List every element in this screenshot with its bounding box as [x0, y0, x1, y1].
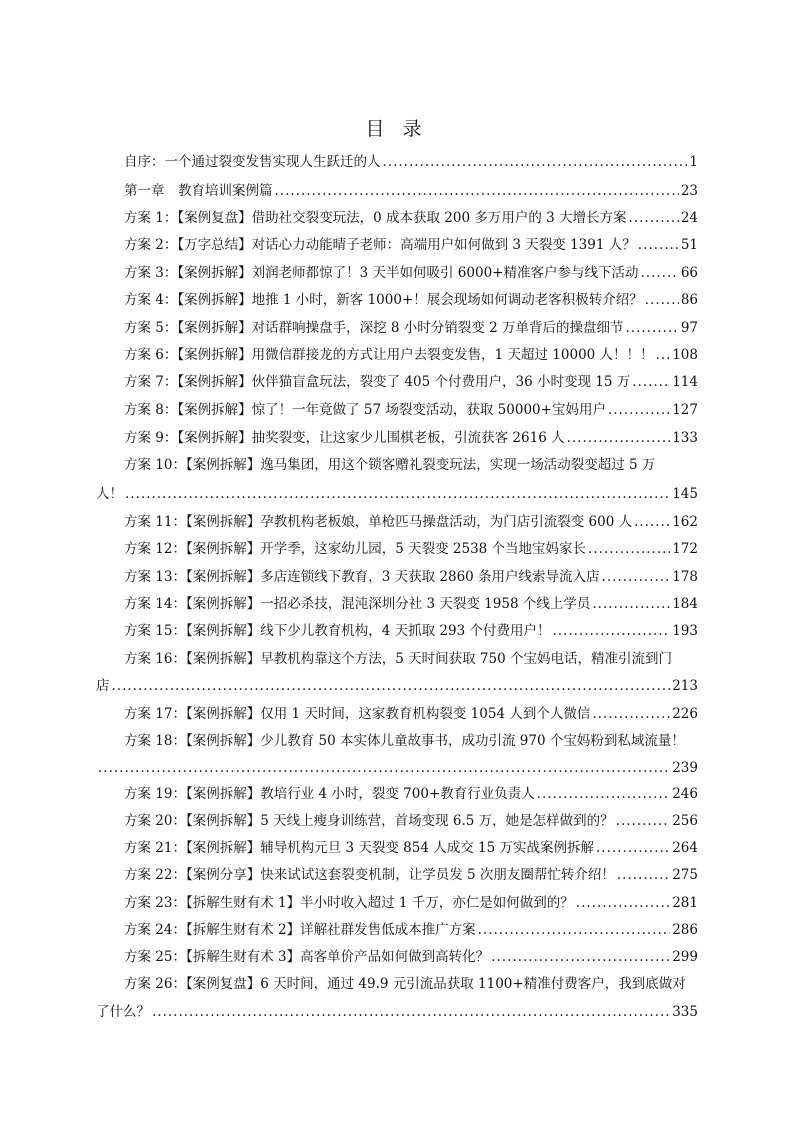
toc-page-number: 256	[672, 813, 698, 829]
dot-leader	[125, 485, 670, 503]
toc-entry-title: 方案 25：【拆解生财有术 3】高客单价产品如何做到高转化？	[124, 949, 490, 965]
toc-page-number: 114	[672, 374, 698, 390]
dot-leader	[608, 401, 670, 419]
toc-entry-title: 方案 9：【案例拆解】抽奖裂变，让这家少儿围棋老板，引流获客 2616 人	[124, 430, 565, 446]
dot-leader	[588, 540, 670, 558]
dot-leader	[656, 346, 671, 364]
dot-leader	[634, 513, 670, 531]
toc-entry-title: 自序：一个通过裂变发售实现人生跃迁的人	[124, 154, 381, 170]
toc-entry-title: 方案 18：【案例拆解】少儿教育 50 本实体儿童故事书，成功引流 970 个宝妈粉到私域流量！	[124, 733, 685, 749]
dot-leader	[576, 894, 670, 912]
dot-leader	[632, 373, 670, 391]
toc-page-number: 184	[672, 596, 698, 612]
toc-page-number: 97	[680, 320, 698, 336]
toc-page-number: 264	[672, 840, 698, 856]
dot-leader	[383, 153, 688, 171]
dot-leader	[98, 759, 670, 777]
toc-entry-title: 方案 1：【案例复盘】借助社交裂变玩法，0 成本获取 200 多万用户的 3 大增长方案	[124, 210, 627, 226]
toc-page-number: 178	[672, 569, 698, 585]
dot-leader	[112, 677, 671, 695]
toc-entry-title: 方案 21：【案例拆解】辅导机构元旦 3 天裂变 854 人成交 15 万实战案例拆解	[124, 840, 595, 856]
toc-page-number: 24	[680, 210, 698, 226]
toc-entry-title: 方案 12：【案例拆解】开学季，这家幼儿园，5 天裂变 2538 个当地宝妈家长	[124, 541, 587, 557]
toc-entry-title: 方案 8：【案例拆解】惊了！一年竟做了 57 场裂变活动，获取 50000+宝妈用户	[124, 402, 606, 418]
toc-page-number: 226	[672, 706, 698, 722]
toc-page-number: 172	[672, 541, 698, 557]
toc-page-number: 239	[672, 760, 698, 776]
toc-entry-title-continued: 了什么？	[96, 1004, 150, 1020]
toc-entry-title: 方案 7：【案例拆解】伙伴猫盲盒玩法，裂变了 405 个付费用户，36 小时变现 15 万	[124, 374, 631, 390]
toc-page-number: 127	[672, 402, 698, 418]
toc-page-number: 1	[689, 154, 698, 170]
toc-entry-title: 方案 4：【案例拆解】地推 1 小时，新客 1000+！展会现场如何调动老客积极转介绍？	[124, 292, 643, 308]
toc-entry-title-continued: 人！	[96, 486, 123, 502]
dot-leader	[596, 839, 670, 857]
toc-entry-title: 方案 14：【案例拆解】一招必杀技，混沌深圳分社 3 天裂变 1958 个线上学员	[124, 596, 591, 612]
toc-entry-title: 方案 22：【案例分享】快来试试这套裂变机制，让学员发 5 次朋友圈帮忙转介绍！	[124, 867, 615, 883]
toc-page-number: 86	[680, 292, 698, 308]
dot-leader	[629, 209, 679, 227]
dot-leader	[602, 568, 671, 586]
toc-entry-title: 方案 6：【案例拆解】用微信群接龙的方式让用户去裂变发售，1 天超过 10000 人！！！	[124, 347, 654, 363]
toc-entry-title: 第一章 教育培训案例篇	[124, 183, 273, 199]
toc-page-number: 213	[672, 678, 698, 694]
dot-leader	[592, 705, 670, 723]
dot-leader	[491, 948, 670, 966]
toc-page-number: 275	[672, 867, 698, 883]
dot-leader	[625, 319, 678, 337]
dot-leader	[275, 182, 679, 200]
dot-leader	[617, 866, 670, 884]
dot-leader	[616, 812, 671, 830]
toc-entry-title: 方案 10：【案例拆解】逸马集团，用这个锁客赠礼裂变玩法，实现一场活动裂变超过 5 万	[124, 457, 656, 473]
toc-page-number: 246	[672, 786, 698, 802]
toc-page-number: 162	[672, 514, 698, 530]
toc-page-number: 299	[672, 949, 698, 965]
toc-page-number: 133	[672, 430, 698, 446]
toc-entry-title: 方案 24：【拆解生财有术 2】详解社群发售低成本推广方案	[124, 922, 476, 938]
toc-entry-title: 方案 11：【案例拆解】孕教机构老板娘，单枪匹马操盘活动，为门店引流裂变 600 人	[124, 514, 633, 530]
dot-leader	[552, 622, 670, 640]
toc-entry-title: 方案 5：【案例拆解】对话群响操盘手，深挖 8 小时分销裂变 2 万单背后的操盘细节	[124, 320, 624, 336]
toc-page-number: 108	[672, 347, 698, 363]
toc-page-number: 51	[680, 237, 698, 253]
toc-page-number: 145	[672, 486, 698, 502]
toc-entry-title: 方案 20：【案例拆解】5 天线上瘦身训练营，首场变现 6.5 万，她是怎样做到的？	[124, 813, 614, 829]
toc-entry-title: 方案 16：【案例拆解】早教机构靠这个方法，5 天时间获取 750 个宝妈电话，精准引流到门	[124, 651, 672, 667]
toc-title: 目 录	[365, 118, 428, 140]
toc-entry-title-continued: 店	[96, 678, 110, 694]
toc-page-number: 66	[680, 265, 698, 281]
toc-page-number: 281	[672, 895, 698, 911]
toc-entry-title: 方案 17：【案例拆解】仅用 1 天时间，这家教育机构裂变 1054 人到个人微信	[124, 706, 591, 722]
toc-page-number: 335	[672, 1004, 698, 1020]
dot-leader	[645, 291, 679, 309]
dot-leader	[640, 264, 678, 282]
toc-page-number: 193	[672, 623, 698, 639]
toc-entry-title: 方案 26：【案例复盘】6 天时间，通过 49.9 元引流品获取 1100+精准付费客户，我到底做对	[124, 976, 686, 992]
toc-entry-title: 方案 3：【案例拆解】刘润老师都惊了！3 天半如何吸引 6000+精准客户参与线下活动	[124, 265, 639, 281]
toc-page-number: 286	[672, 922, 698, 938]
dot-leader	[152, 1003, 670, 1021]
toc-entry-title: 方案 2：【万字总结】对话心力动能晴子老师：高端用户如何做到 3 天裂变 1391 人？	[124, 237, 636, 253]
toc-entry-title: 方案 15：【案例拆解】线下少儿教育机构，4 天抓取 293 个付费用户！	[124, 623, 551, 639]
dot-leader	[567, 429, 671, 447]
toc-page-number: 23	[680, 183, 698, 199]
dot-leader	[592, 595, 670, 613]
toc-entry-title: 方案 13：【案例拆解】多店连锁线下教育，3 天获取 2860 条用户线索导流入店	[124, 569, 600, 585]
toc-entry-title: 方案 23：【拆解生财有术 1】半小时收入超过 1 千万，亦仁是如何做到的？	[124, 895, 574, 911]
dot-leader	[478, 921, 671, 939]
dot-leader	[638, 236, 679, 254]
toc-entry-title: 方案 19：【案例拆解】教培行业 4 小时，裂变 700+教育行业负责人	[124, 786, 535, 802]
dot-leader	[537, 785, 670, 803]
